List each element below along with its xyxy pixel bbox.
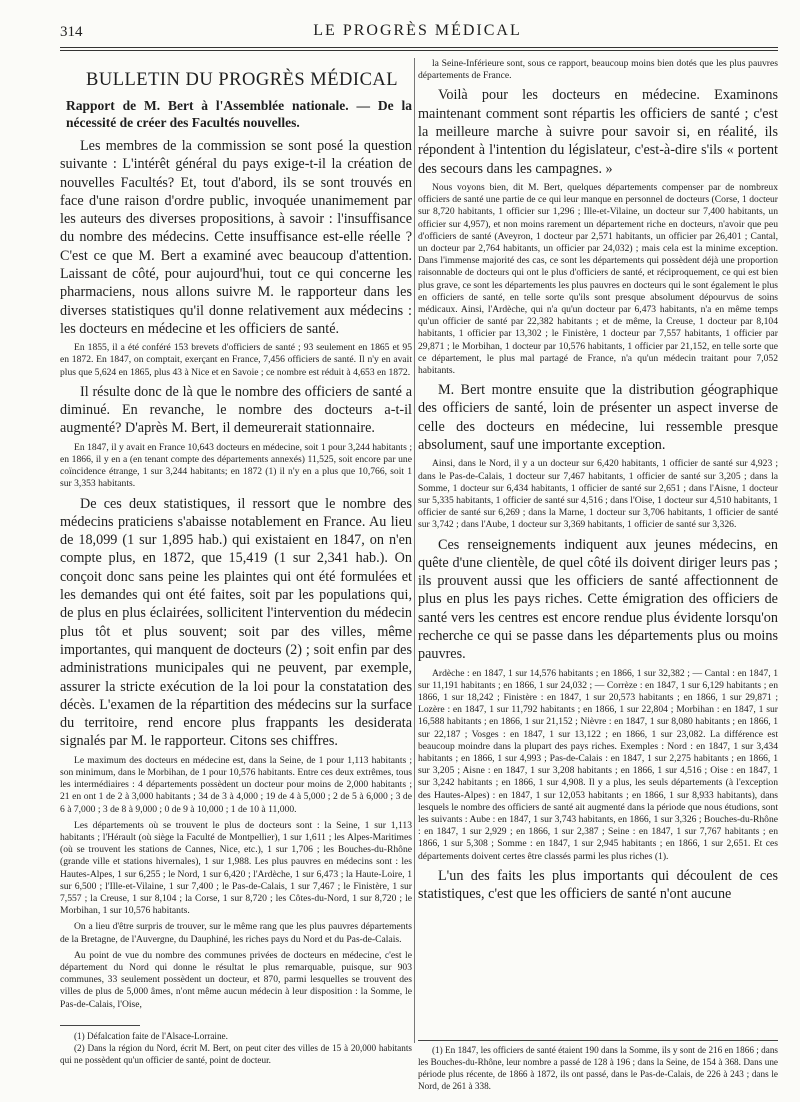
left-paragraph-1: Les membres de la commission se sont posé la question suivante : L'intérêt général du pays exige-t-il la création de nouvelles Facultés? Et, tout d'abord, ils se sont trouvés en face d'une raison d'ordre public, invoquée unanimement par les auteurs des diverses propositions, à savoir : l'insuffisance du nombre des médecins. Cette insuffisance est-elle réelle ? C'est ce que M. Bert a examiné avec beaucoup d'attention. Laissant de côté, pour aujourd'hui, tout ce qui concerne les pharmaciens, nous allons suivre M. le rapporteur dans les diverses statistiques qu'il donne relativement aux médecins : les docteurs en médecine et les officiers de santé.	[60, 138, 412, 337]
page-header	[60, 10, 775, 40]
right-paragraph-6: Ces renseignements indiquent aux jeunes médecins, en quête d'une clientèle, de quel côté ils doivent diriger leurs pas ; ils prouvent aussi que les officiers de santé affectionnent de plus en plus les pays riches. Cette émigration des officiers de santé vers les centres est encore rendue plus évidente lorsqu'on recherche ce qui se passe dans les départements plus ou moins pauvres.	[418, 536, 778, 663]
left-paragraph-6: Le maximum des docteurs en médecine est, dans la Seine, de 1 pour 1,113 habitants ; son minimum, dans le Morbihan, de 1 pour 10,576 habitants. Entre ces deux extrêmes, tous les intermédiaires : 4 départements possèdent un docteur pour moins de 2,000 habitants ; 21 en ont 1 de 2 à 3,000 habitants ; 34 de 3 à 4,000 ; 19 de 4 à 5,000 ; 2 de 5 à 6,000 ; 3 de 6 à 7,000 ; 3 de 8 à 9,000 ; 0 de 9 à 10,000 ; 1 de 10 à 11,000.	[60, 754, 412, 815]
right-paragraph-8: L'un des faits les plus importants qui découlent de ces statistiques, c'est que les officiers de santé n'ont aucune	[418, 867, 778, 903]
left-paragraph-5: De ces deux statistiques, il ressort que le nombre des médecins praticiens s'abaisse notablement en France. Au lieu de 18,099 (1 sur 1,895 hab.) qui existaient en 1847, on n'en compte plus, en 1872, que 15,419 (1 sur 2,341 hab.). On conçoit donc sans peine les plaintes qui ont été formulées et les demandes qui ont été faites, soit par les populations qui, de plus en plus éclairées, sollicitent l'intervention du médecin plus tôt et plus souvent; soit par des villes, même importantes, qui manquent de docteurs (2) ; soit enfin par des administrations municipales qui ne peuvent, par exemple, assurer la stricte exécution de la loi pour la constatation des décès. L'examen de la répartition des médecins sur la surface du territoire, rend encore plus frappants les desiderata signalés par M. le rapporteur. Citons ses chiffres.	[60, 495, 412, 750]
right-paragraph-2: Voilà pour les docteurs en médecine. Examinons maintenant comment sont répartis les officiers de santé ; c'est la meilleure marche à suivre pour savoir si, en réalité, ils répondent à l'intention du législateur, c'est-à-dire s'ils « portent des secours dans les campagnes. »	[418, 87, 778, 177]
right-paragraph-7: Ardèche : en 1847, 1 sur 14,576 habitants ; en 1866, 1 sur 32,382 ; — Cantal : en 1847, 1 sur 11,191 habitants ; en 1866, 1 sur 24,032 ; — Corrèze : en 1847, 1 sur 6,129 habitants ; en 1866, 1 sur 18,242 ; Finistère : en 1847, 1 sur 20,573 habitants ; en 1866, 1 sur 29,871 ; Lozère : en 1847, 1 sur 11,792 habitants ; en 1866, 1 sur 22,804 ; Morbihan : en 1847, 1 sur 16,588 habitants ; en 1866, 1 sur 21,152 ; Nièvre : en 1847, 1 sur 8,080 habitants ; en 1866, 1 sur 22,187 ; Vosges : en 1847, 1 sur 13,122 ; en 1866, 1 sur 23,082. La différence est beaucoup moindre dans la plupart des pays riches. Exemples : Nord : en 1847, 1 sur 3,434 habitants ; en 1866, 1 sur 4,993 ; Pas-de-Calais : en 1847, 1 sur 2,275 habitants ; en 1866, 1 sur 3,205 ; Aisne : en 1847, 1 sur 3,208 habitants ; en 1866, 1 sur 4,516 ; Oise : en 1847, 1 sur 3,242 habitants ; en 1866, 1 sur 4,908. Il y a plus, les seuls départements (à l'exception des Hautes-Alpes) : en 1847, 1 sur 12,053 habitants ; en 1866, 1 sur 8,933 habitants), dans lesquels le nombre des officiers de santé ait augmenté dans la période que nous étudions, sont les suivants : Aube : en 1847, 1 sur 3,743 habitants, en 1866, 1 sur 3,326 ; Bouches-du-Rhône : en 1847, 1 sur 2,929 ; en 1866, 1 sur 2,387 ; Seine : en 1847, 1 sur 7,767 habitants ; en 1866, 1 sur 5,308 ; Somme : en 1847, 1 sur 2,945 habitants ; en 1866, 1 sur 2,651. Et ces départements doivent certes être classés parmi les plus riches (1).	[418, 667, 778, 862]
header-rule	[60, 47, 778, 48]
right-paragraph-3: Nous voyons bien, dit M. Bert, quelques départements compenser par de nombreux officiers de santé une partie de ce qui leur manque en personnel de docteurs (Corse, 1 docteur sur 8,720 habitants, 1 officier sur 1,296 ; Ille-et-Vilaine, un docteur sur 7,400 habitants, un officier sur 4,957), et non moins rarement un département riche en docteurs, n'avoir que peu d'officiers de santé (Aveyron, 1 docteur par 2,571 habitants, un officier par 26,401 ; Cantal, un docteur par 2,764 habitants, un officier par 24,032) ; mais cela est la minime exception. Dans l'immense majorité des cas, ce sont les départements qui possèdent déjà une proportion raisonnable de docteurs qui ont le plus d'officiers de santé, et réciproquement, ce qui est bien plus grave, ce sont les départements les plus pauvres en docteurs qui le sont également le plus en officiers de santé, en telle sorte qu'ils sont presque absolument dépourvus de soins médicaux. Ainsi, l'Ardèche, qui n'a qu'un docteur par 6,473 habitants, n'a en même temps qu'un officier de santé par 22,382 habitants ; et de même, la Creuse, 1 docteur par 8,104 habitants, 1 officier par 13,302 ; le Finistère, 1 docteur par 7,557 habitants, 1 officier par 29,871 ; le Morbihan, 1 docteur par 10,576 habitants, 1 officier par 21,152, en telle sorte que ce département, le plus mal partagé de France, n'a qu'un médecin traitant pour 7,052 habitants.	[418, 181, 778, 376]
footnote-rule-left	[60, 1025, 140, 1026]
left-footnotes	[60, 1030, 412, 1066]
left-paragraph-3: Il résulte donc de là que le nombre des officiers de santé a diminué. En revanche, le nombre des docteurs a-t-il augmenté? D'après M. Bert, il demeurerait stationnaire.	[60, 383, 412, 437]
left-paragraph-9: Au point de vue du nombre des communes privées de docteurs en médecine, c'est le département du Nord qui donne le résultat le plus remarquable, puisque, sur 903 communes, 33 seulement possèdent un docteur, et 870, parmi lesquelles se trouvent des villes de plus de 5,000 âmes, n'ont même aucun médecin à leur disposition : la Somme, le Pas-de-Calais, l'Oise,	[60, 949, 412, 1010]
right-footnote-1: (1) En 1847, les officiers de santé étaient 190 dans la Somme, ils y sont de 216 en 1866 ; dans les Bouches-du-Rhône, leur nombre a passé de 128 à 196 ; dans la Seine, de 154 à 368. Dans une période plus récente, de 1866 à 1872, ils ont passé, dans le Pas-de-Calais, de 226 à 243 ; dans le Nord, de 261 à 338.	[418, 1045, 778, 1091]
footnote-rule-right	[418, 1040, 778, 1041]
right-footnotes	[418, 1044, 778, 1092]
left-paragraph-2: En 1855, il a été conféré 153 brevets d'officiers de santé ; 93 seulement en 1865 et 95 en 1872. En 1847, on comptait, exerçant en France, 7,456 officiers de santé. Il n'y en avait plus que 5,624 en 1865, plus 43 à Nice et en Savoie ; ce nombre est réduit à 4,653 en 1872.	[60, 342, 412, 378]
right-paragraph-4: M. Bert montre ensuite que la distribution géographique des officiers de santé, loin de présenter un aspect inverse de celle des docteurs en médecine, lui ressemble presque absolument, sauf une importante exception.	[418, 382, 778, 454]
left-footnote-1: (1) Défalcation faite de l'Alsace-Lorraine.	[74, 1031, 228, 1041]
left-paragraph-7: Les départements où se trouvent le plus de docteurs sont : la Seine, 1 sur 1,113 habitants ; l'Hérault (où siège la Faculté de Montpellier), 1 sur 1,611 ; les Alpes-Maritimes (où se trouvent les stations de Cannes, Nice, etc.), 1 sur 1,706 ; les Bouches-du-Rhône (grande ville et stations hivernales), 1 sur 1,988. Les plus pauvres en médecins sont : les Hautes-Alpes, 1 sur 6,255 ; le Nord, 1 sur 6,420 ; l'Ardèche, 1 sur 6,473 ; la Haute-Loire, 1 sur 6,500 ; l'Ille-et-Vilaine, 1 sur 7,400 ; le Pas-de-Calais, 1 sur 7,467 ; le Finistère, 1 sur 7,557 ; la Creuse, 1 sur 8,104 ; la Corse, 1 sur 8,720 ; les Côtes-du-Nord, 1 sur 8,720 ; le Morbihan, 1 sur 10,576 habitants.	[60, 819, 412, 917]
header-rule-2	[60, 50, 778, 51]
left-paragraph-4: En 1847, il y avait en France 10,643 docteurs en médecine, soit 1 pour 3,244 habitants ; en 1866, il y en a (en tenant compte des départements annexés) 11,525, soit encore par une coïncidence étrange, 1 sur 3,244 habitants; en 1872 (1) il n'y en a plus que 10,766, soit 1 sur 3,353 habitants.	[60, 441, 412, 490]
left-paragraph-8: On a lieu d'être surpris de trouver, sur le même rang que les plus pauvres départements de la Bretagne, de l'Auvergne, du Dauphiné, les riches pays du Nord et du Pas-de-Calais.	[60, 921, 412, 945]
running-head: LE PROGRÈS MÉDICAL	[313, 22, 522, 39]
right-paragraph-1: la Seine-Inférieure sont, sous ce rapport, beaucoup moins bien dotés que les plus pauvres départements de France.	[418, 58, 778, 82]
right-paragraph-5: Ainsi, dans le Nord, il y a un docteur sur 6,420 habitants, 1 officier de santé sur 4,923 ; dans le Pas-de-Calais, 1 docteur sur 7,467 habitants, 1 officier de santé sur 3,205 ; dans la Somme, 1 docteur sur 6,434 habitants, 1 officier de santé sur 2,651 ; dans l'Aisne, 1 docteur sur 5,335 habitants, 1 officier de santé sur 4,516 ; dans l'Oise, 1 docteur sur 4,510 habitants, 1 officier de santé sur 6,269 ; dans la Marne, 1 docteur sur 3,706 habitants, 1 officier de santé sur 3,742 ; dans l'Aube, 1 docteur sur 3,369 habitants, 1 officier de santé sur 3,326.	[418, 458, 778, 531]
bulletin-title: BULLETIN DU PROGRÈS MÉDICAL	[86, 70, 399, 90]
left-column	[60, 58, 412, 1058]
column-divider	[414, 58, 415, 1043]
left-footnote-2: (2) Dans la région du Nord, écrit M. Bert, on peut citer des villes de 15 à 20,000 habitants qui ne possèdent qu'un officier de santé, point de docteur.	[60, 1043, 412, 1065]
page-number: 314	[60, 24, 83, 40]
article-subtitle: Rapport de M. Bert à l'Assemblée nationale. — De la nécessité de créer des Facultés nouvelles.	[66, 98, 412, 130]
right-column	[418, 58, 778, 1093]
